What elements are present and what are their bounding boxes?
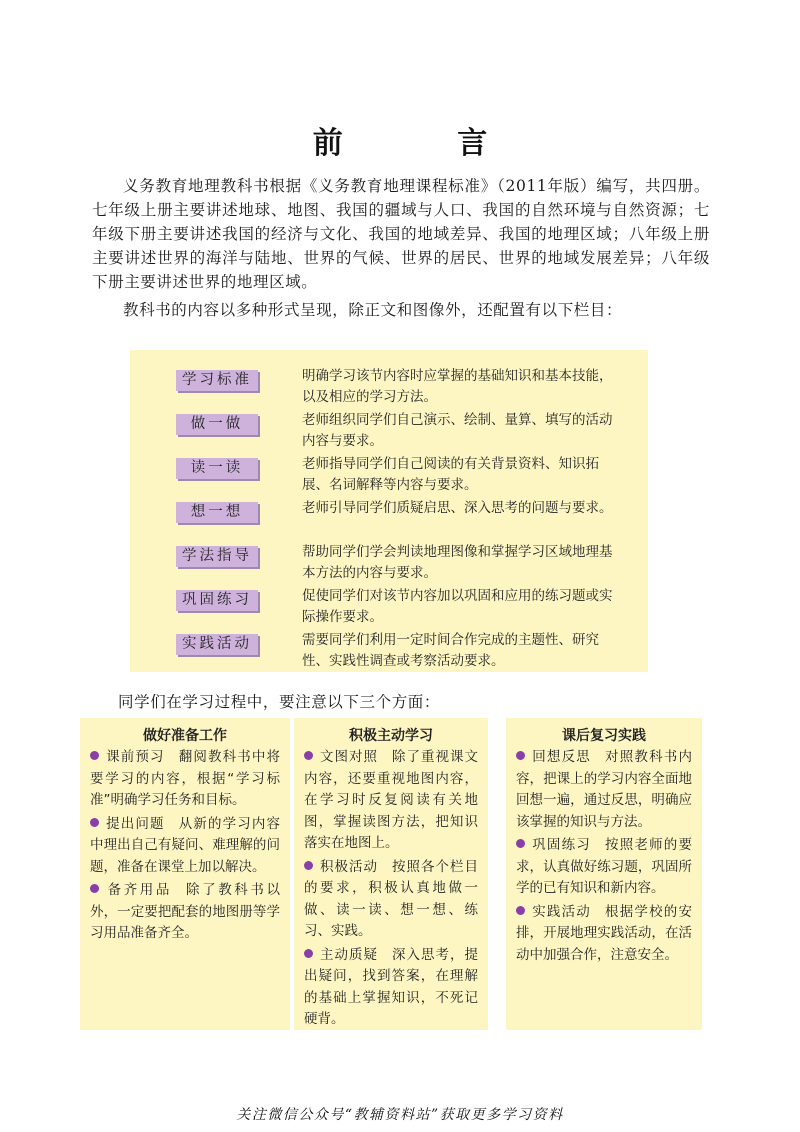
panel-item: [90, 814, 280, 879]
bullet-icon: [90, 818, 99, 827]
intro-lead: 教科书的内容以多种形式呈现，除正文和图像外，还配置有以下栏目：: [123, 301, 623, 319]
panel-item: [304, 945, 478, 1031]
item-head: 积极活动: [319, 858, 378, 875]
panel-title: 积极主动学习: [349, 728, 433, 744]
item-head: 文图对照: [319, 749, 378, 765]
item-head: 课前预习: [105, 749, 165, 765]
page-title: 前 言: [312, 126, 540, 161]
item-text: 按照各个栏目的要求，积极认真地做一做、读一读、想一想、练习、实践。: [304, 858, 478, 939]
column-row-read: [130, 452, 648, 496]
panel-title: 课后复习实践: [562, 728, 646, 744]
notice-text: 同学们在学习过程中，要注意以下三个方面：: [118, 693, 441, 711]
panel-item: [516, 747, 692, 833]
column-tag: 巩固练习: [176, 590, 258, 611]
column-desc: 老师组织同学们自己演示、绘制、量算、填写的活动内容与要求。: [302, 412, 613, 449]
column-row-activity: [130, 628, 648, 672]
item-text: 对照教科书内容，把课上的学习内容全面地回想一遍，通过反思，明确应该掌握的知识与方法。: [516, 749, 692, 830]
item-text: 按照老师的要求，认真做好练习题，巩固所学的已有知识和新内容。: [516, 837, 692, 896]
column-desc: 老师引导同学们质疑启思、深入思考的问题与要求。: [302, 500, 613, 516]
column-tag: 读一读: [176, 458, 258, 479]
column-row-standard: [130, 364, 648, 408]
column-row-do: [130, 408, 648, 452]
panel-item: [516, 902, 692, 967]
panel-review: [506, 718, 702, 1030]
column-tag: 想一想: [176, 502, 258, 523]
column-list-box: [130, 350, 648, 672]
panel-item: [304, 747, 478, 855]
item-text: 从新的学习内容中理出自己有疑问、难理解的问题，准备在课堂上加以解决。: [90, 815, 281, 875]
column-desc: 明确学习该节内容时应掌握的基础知识和基本技能，以及相应的学习方法。: [302, 368, 613, 405]
column-desc: 帮助同学们学会判读地理图像和掌握学习区域地理基本方法的内容与要求。: [302, 544, 613, 581]
item-text: 除了重视课文内容，还要重视地图内容，在学习时反复阅读有关地图，掌握读图方法，把知识落实在地图上。: [304, 749, 478, 851]
panel-item: [516, 835, 692, 900]
intro-section: [92, 174, 710, 322]
bullet-icon: [516, 839, 525, 848]
panel-item: [90, 747, 280, 812]
bullet-icon: [304, 949, 313, 958]
item-text: 除了教科书以外，一定要把配套的地图册等学习用品准备齐全。: [90, 882, 280, 941]
panel-active-learning: [294, 718, 488, 1030]
item-head: 主动质疑: [319, 946, 378, 963]
panel-item: [304, 857, 478, 943]
bullet-icon: [90, 751, 99, 760]
panel-prepare: [80, 718, 290, 1030]
item-text: 根据学校的安排，开展地理实践活动，在活动中加强合作，注意安全。: [516, 903, 692, 963]
item-head: 实践活动: [531, 903, 591, 920]
item-head: 备齐用品: [105, 882, 172, 898]
column-row-think: [130, 496, 648, 540]
item-head: 回想反思: [531, 749, 591, 765]
column-tag: 实践活动: [176, 634, 258, 655]
column-tag: 学法指导: [176, 546, 258, 567]
bullet-icon: [304, 751, 313, 760]
column-tag: 做一做: [176, 414, 258, 435]
bullet-icon: [304, 861, 313, 870]
column-row-method: [130, 540, 648, 584]
bullet-icon: [516, 751, 525, 760]
footer-watermark-text: 关注微信公众号“教辅资料站”获取更多学习资料: [236, 1107, 564, 1123]
panel-title: 做好准备工作: [143, 728, 227, 744]
column-desc: 需要同学们利用一定时间合作完成的主题性、研究性、实践性调查或考察活动要求。: [302, 632, 599, 669]
item-head: 提出问题: [105, 815, 165, 832]
item-text: 深入思考，提出疑问，找到答案，在理解的基础上掌握知识，不死记硬背。: [304, 946, 478, 1027]
column-desc: 老师指导同学们自己阅读的有关背景资料、知识拓展、名词解释等内容与要求。: [302, 456, 599, 493]
column-desc: 促使同学们对该节内容加以巩固和应用的练习题或实际操作要求。: [302, 588, 613, 625]
column-row-practice: [130, 584, 648, 628]
bullet-icon: [90, 884, 99, 893]
intro-paragraph: 义务教育地理教科书根据《义务教育地理课程标准》（2011年版）编写，共四册。七年级上册主要讲述地球、地图、我国的疆域与人口、我国的自然环境与自然资源；七年级下册主要讲述我国的经济与文化、我国的地域差异、我国的地理区域；八年级上册主要讲述世界的海洋与陆地、世界的气候、世界的居民、世界的地域发展差异；八年级下册主要讲述世界的地理区域。: [92, 177, 710, 291]
column-tag: 学习标准: [176, 370, 258, 391]
panel-item: [90, 880, 280, 945]
item-head: 巩固练习: [531, 837, 591, 853]
item-text: 翻阅教科书中将要学习的内容，根据“学习标准”明确学习任务和目标。: [90, 749, 281, 808]
bullet-icon: [516, 906, 525, 915]
